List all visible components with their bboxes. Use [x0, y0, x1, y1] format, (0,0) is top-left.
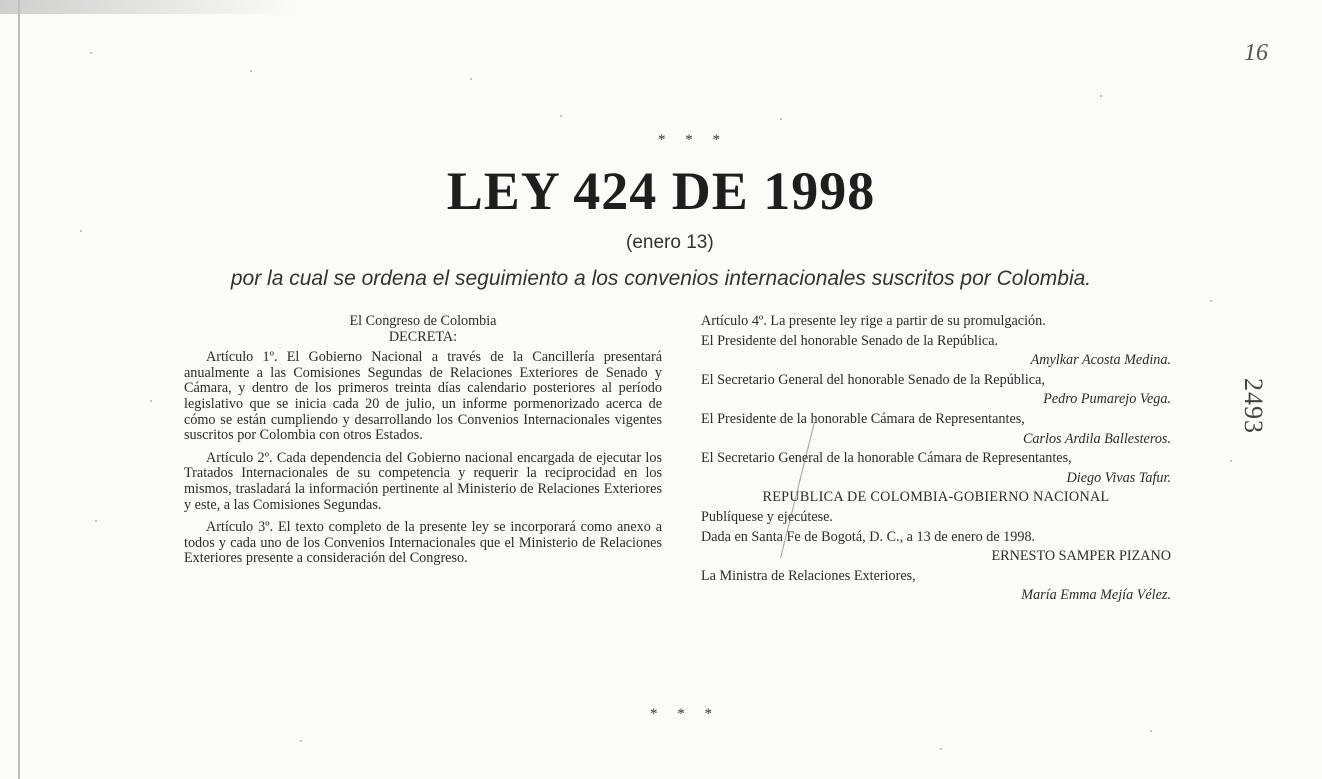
scan-smudge	[0, 0, 300, 14]
scan-speck	[80, 230, 82, 232]
scan-speck	[1100, 95, 1102, 97]
senate-president-name: Amylkar Acosta Medina.	[1030, 352, 1171, 369]
senate-secretary-name: Pedro Pumarejo Vega.	[1043, 391, 1171, 408]
minister-name: María Emma Mejía Vélez.	[1021, 587, 1171, 604]
publish-order: Publíquese y ejecútese.	[701, 508, 833, 525]
article-2: Artículo 2º. Cada dependencia del Gobierno nacional encargada de ejecutar los Tratados Internacionales de su competencia y requerir la reciprocidad en los mismos, trasladará la información pertinente al Ministerio de Relaciones Exteriores y este, a las Comisiones Segundas.	[184, 449, 662, 513]
left-column	[184, 314, 662, 574]
law-subtitle: por la cual se ordena el seguimiento a los convenios internacionales suscritos por Colombia.	[230, 267, 1092, 290]
government-heading: REPUBLICA DE COLOMBIA-GOBIERNO NACIONAL	[762, 489, 1110, 506]
scan-speck	[1210, 300, 1212, 302]
chamber-secretary-name: Diego Vivas Tafur.	[1066, 469, 1171, 486]
scan-border-line	[18, 0, 20, 779]
congress-intro: El Congreso de Colombia	[349, 313, 497, 329]
scan-speck	[150, 400, 152, 402]
president-name: ERNESTO SAMPER PIZANO	[991, 548, 1171, 565]
chamber-secretary-role: El Secretario General de la honorable Cámara de Representantes,	[701, 450, 1072, 467]
article-4: Artículo 4º. La presente ley rige a partir de su promulgación.	[701, 313, 1046, 329]
decree-heading: DECRETA:	[388, 328, 458, 345]
scan-speck	[95, 520, 97, 522]
scan-speck	[300, 740, 302, 742]
given-at: Dada en Santa Fe de Bogotá, D. C., a 13 de enero de 1998.	[701, 528, 1036, 545]
scan-speck	[1150, 730, 1152, 732]
scan-speck	[780, 118, 782, 120]
chamber-president-name: Carlos Ardila Ballesteros.	[1022, 430, 1171, 447]
stamp-number: 2493	[1239, 378, 1268, 434]
page-number: 16	[1244, 40, 1268, 66]
chamber-president-role: El Presidente de la honorable Cámara de Representantes,	[701, 410, 1025, 427]
minister-role: La Ministra de Relaciones Exteriores,	[701, 567, 916, 584]
scan-speck	[1230, 460, 1232, 462]
scan-speck	[90, 52, 92, 54]
scan-speck	[250, 70, 252, 72]
law-date: (enero 13)	[626, 232, 714, 253]
senate-president-role: El Presidente del honorable Senado de la República.	[701, 332, 999, 349]
right-column	[701, 314, 1171, 608]
article-1: Artículo 1º. El Gobierno Nacional a través de la Cancillería presentará anualmente a las Comisiones Segundas de Relaciones Exteriores de Senado y Cámara, y dentro de los primeros treinta días calendario posteriores al período legislativo que se inicia cada 20 de julio, un informe pormenorizado acerca de cómo se están cumpliendo y desarrollando los Convenios Internacionales vigentes suscritos por Colombia con otros Estados.	[184, 349, 662, 444]
separator-top: * * *	[658, 132, 728, 148]
scan-speck	[470, 78, 472, 80]
senate-secretary-role: El Secretario General del honorable Senado de la República,	[701, 371, 1045, 388]
scan-speck	[940, 748, 942, 750]
law-title: LEY 424 DE 1998	[446, 161, 876, 221]
scan-speck	[560, 115, 562, 117]
article-3: Artículo 3º. El texto completo de la presente ley se incorporará como anexo a todos y cada uno de los Convenios Internacionales que el Ministerio de Relaciones Exteriores presente a consideración del Congreso.	[184, 519, 662, 567]
separator-bottom: * * *	[650, 706, 720, 722]
